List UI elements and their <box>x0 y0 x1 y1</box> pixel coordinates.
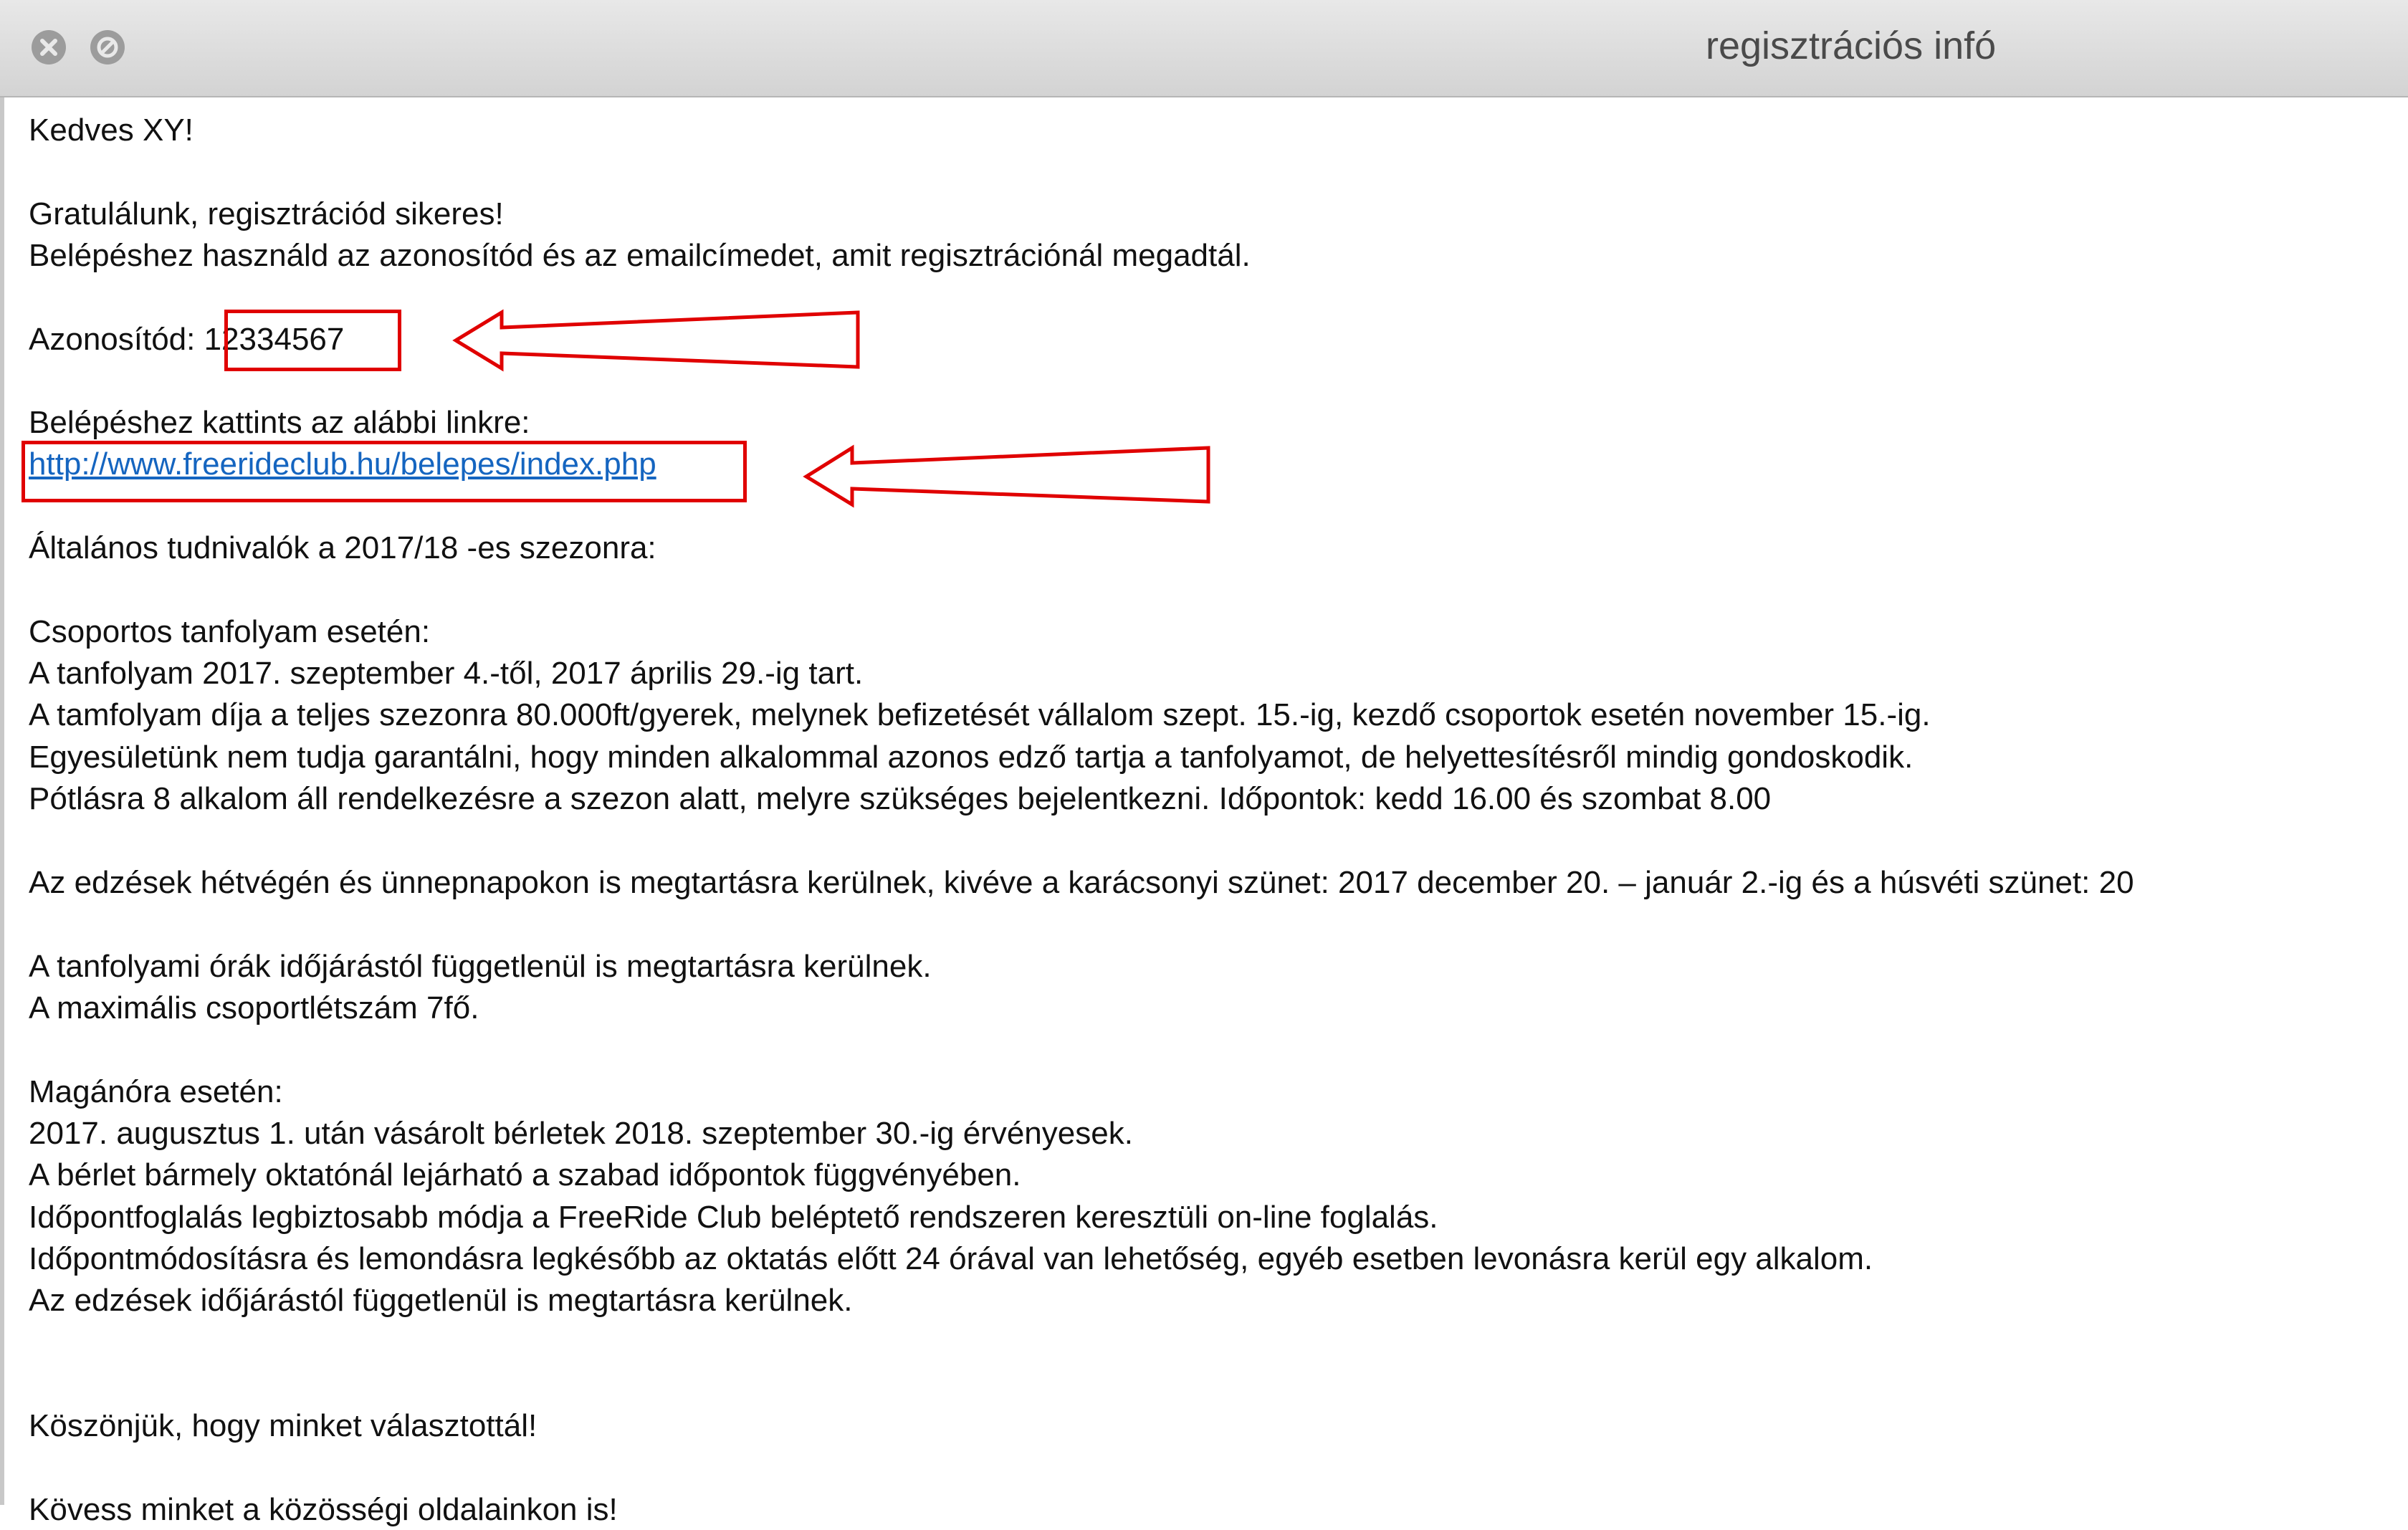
group-line-4: Pótlásra 8 alkalom áll rendelkezésre a szezon alatt, melyre szükséges bejelentkezni. Időpontok: kedd 16.00 és szombat 8.00 <box>29 781 1772 816</box>
group-line-2: A tamfolyam díja a teljes szezonra 80.000ft/gyerek, melynek befizetését vállalom szept. 15.-ig, kezdő csoportok esetén november 15.-ig. <box>29 697 1931 732</box>
group-heading: Csoportos tanfolyam esetén: <box>29 614 431 649</box>
private-heading: Magánóra esetén: <box>29 1074 283 1109</box>
group-line-3: Egyesületünk nem tudja garantálni, hogy minden alkalommal azonos edző tartja a tanfolyamot, de helyettesítésről mindig gondoskodik. <box>29 740 1914 775</box>
login-link[interactable]: http://www.freerideclub.hu/belepes/index.php <box>29 446 656 482</box>
window-title: regisztrációs infó <box>1706 24 1997 67</box>
private-line-4: Időpontmódosításra és lemondásra legkésőbb az oktatás előtt 24 órával van lehetőség, egyéb esetben levonásra kerül egy alkalom. <box>29 1241 1873 1276</box>
id-arrow <box>456 312 858 368</box>
close-icon <box>32 30 66 64</box>
congrats-line: Gratulálunk, regisztrációd sikeres! <box>29 196 504 231</box>
id-value: 12334567 <box>204 322 345 357</box>
general-heading: Általános tudnivalók a 2017/18 -es szezonra: <box>29 530 656 565</box>
thanks-line: Köszönjük, hogy minket választottál! <box>29 1408 538 1443</box>
link-highlight-box <box>22 441 747 502</box>
title-bar <box>0 0 2408 97</box>
minimize-icon <box>90 30 125 64</box>
login-instruction: Belépéshez használd az azonosítód és az emailcímedet, amit regisztrációnál megadtál. <box>29 238 1251 273</box>
close-button[interactable] <box>32 30 66 64</box>
id-highlight-box <box>224 310 401 371</box>
minimize-button[interactable] <box>90 30 125 64</box>
weather-line-1: A tanfolyami órák időjárástól függetlenül is megtartásra kerülnek. <box>29 949 932 984</box>
private-line-5: Az edzések időjárástól függetlenül is megtartásra kerülnek. <box>29 1283 853 1318</box>
weather-line-2: A maximális csoportlétszám 7fő. <box>29 990 479 1025</box>
greeting: Kedves XY! <box>29 113 194 148</box>
holiday-line: Az edzések hétvégén és ünnepnapokon is megtartásra kerülnek, kivéve a karácsonyi szünet: 2017 december 20. – január 2.-ig és a húsvéti szünet: 20 <box>29 865 2134 900</box>
private-line-1: 2017. augusztus 1. után vásárolt bérletek 2018. szeptember 30.-ig érvényesek. <box>29 1116 1133 1151</box>
private-line-3: Időpontfoglalás legbiztosabb módja a FreeRide Club beléptető rendszeren keresztüli on-line foglalás. <box>29 1200 1438 1235</box>
window-left-border <box>0 97 4 1505</box>
link-arrow <box>806 448 1208 505</box>
link-instruction: Belépéshez kattints az alábbi linkre: <box>29 405 530 440</box>
id-label: Azonosítód: <box>29 322 204 357</box>
follow-line: Kövess minket a közösségi oldalainkon is! <box>29 1492 618 1527</box>
private-line-2: A bérlet bármely oktatónál lejárható a szabad időpontok függvényében. <box>29 1157 1021 1192</box>
group-line-1: A tanfolyam 2017. szeptember 4.-től, 2017 április 29.-ig tart. <box>29 656 864 691</box>
